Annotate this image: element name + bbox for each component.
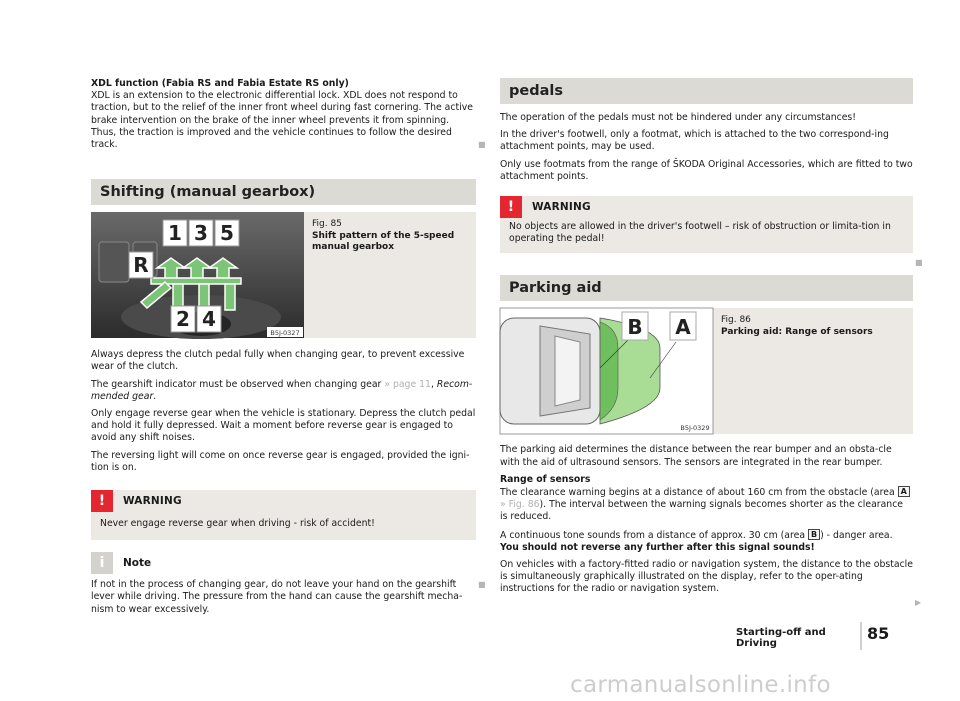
section-title-shifting: Shifting (manual gearbox) — [91, 179, 476, 205]
parking-aid-image — [500, 308, 713, 434]
warning-icon: ! — [500, 196, 522, 218]
shift-para-2-text: The gearshift indicator must be observed when changing gear — [91, 378, 385, 390]
shift-para-2-sep: , — [430, 378, 437, 390]
fig-label-a: A — [675, 315, 691, 340]
pedals-para-3: Only use footmats from the range of ŠKODA Original Accessories, which are fitted to two attachment points. — [500, 158, 913, 182]
pedals-para-2: In the driver's footwell, only a footmat, which is attached to the two correspond-ing attachment points, may be used. — [500, 129, 889, 153]
gear-label-2: 2 — [176, 307, 190, 332]
gear-label-4: 4 — [202, 307, 216, 332]
shift-para-2-end: . — [153, 390, 157, 402]
warning-title: WARNING — [123, 495, 182, 508]
warning-icon: ! — [91, 490, 113, 512]
watermark: carmanualsonline.info — [570, 672, 831, 698]
tone-para — [500, 529, 913, 554]
parking-aid-illustration — [500, 308, 713, 434]
gearshift-illustration — [91, 212, 304, 338]
gearshift-image — [91, 212, 304, 338]
warning-text: No objects are allowed in the driver's footwell – risk of obstruction or limita-tion in operating the pedal! — [509, 221, 891, 245]
note-text: If not in the process of changing gear, do not leave your hand on the gearshift lever while driving. The pressure from the hand can cause the gearshift mecha-nism to wear excessively. — [91, 579, 463, 615]
figure-85 — [91, 212, 476, 338]
gear-label-1: 1 — [168, 221, 182, 246]
page-link-11[interactable]: » page 11 — [384, 378, 431, 390]
shift-para-2-em: Recom-mended gear — [91, 378, 473, 402]
figure-85-caption — [304, 212, 476, 338]
range-para — [500, 486, 913, 524]
fig-caption-86: Parking aid: Range of sensors — [721, 326, 873, 337]
fig-86-link[interactable]: » Fig. 86 — [500, 499, 540, 511]
warning-header — [500, 196, 913, 218]
area-a-badge: A — [898, 486, 910, 497]
warning-text: Never engage reverse gear when driving - risk of accident! — [100, 518, 375, 530]
gear-label-5: 5 — [220, 221, 234, 246]
note-header — [91, 552, 476, 574]
footer-section-title: Starting-off and Driving — [736, 627, 826, 649]
parking-para-last: On vehicles with a factory-fitted radio or navigation system, the distance to the obstacle is simultaneously graphically illustrated on the display, refer to the oper-ating instructions for the radio or navigation system. — [500, 559, 913, 595]
fig-number-86: Fig. 86 — [721, 315, 751, 326]
shift-para-4: The reversing light will come on once reverse gear is engaged, provided the igni-tion is on. — [91, 449, 470, 473]
footer-divider — [860, 622, 862, 650]
tone-text-a: A continuous tone sounds from a distance of approx. 30 cm (area — [500, 529, 808, 541]
pedals-para-1: The operation of the pedals must not be hindered under any circumstances! — [500, 112, 856, 123]
figure-86 — [500, 308, 913, 434]
figure-86-caption — [713, 308, 881, 434]
page-number: 85 — [867, 624, 890, 643]
section-title-pedals: pedals — [500, 78, 913, 104]
warning-title: WARNING — [532, 201, 591, 214]
fig-code-86: B5J-0329 — [680, 424, 710, 433]
warning-box-reverse — [91, 490, 476, 540]
shift-para-3: Only engage reverse gear when the vehicle is stationary. Depress the clutch pedal and hold it fully depressed. Wait a moment before reverse gear is engaged to avoid any shift noises. — [91, 408, 476, 444]
tone-text-bold: You should not reverse any further after this signal sounds! — [500, 541, 815, 553]
range-text-a: The clearance warning begins at a distance of about 160 cm from the obstacle (area — [500, 487, 898, 499]
area-b-badge: B — [808, 529, 820, 540]
shift-para-1: Always depress the clutch pedal fully when changing gear, to prevent excessive wear of the clutch. — [91, 349, 465, 373]
gear-label-3: 3 — [194, 221, 208, 246]
end-mark-icon: ■ — [478, 140, 486, 149]
parking-para-1: The parking aid determines the distance between the rear bumper and an obsta-cle with the aid of ultrasound sensors. The sensors are integrated in the rear bumper. — [500, 444, 892, 468]
range-text-b: ). The interval between the warning signals becomes shorter as the clearance is reduced. — [500, 499, 904, 523]
continue-arrow-icon: ▶ — [915, 598, 922, 607]
left-column — [91, 78, 476, 616]
note-box — [91, 552, 476, 616]
right-column — [500, 78, 913, 601]
end-mark-icon: ■ — [915, 258, 923, 267]
tone-text-b: ) - danger area. — [820, 529, 893, 541]
note-title: Note — [123, 557, 152, 570]
xdl-title: XDL function (Fabia RS and Fabia Estate RS only) — [91, 78, 349, 89]
info-icon: i — [91, 552, 113, 574]
section-title-parking: Parking aid — [500, 275, 913, 301]
fig-label-b: B — [627, 315, 643, 340]
fig-code-85: B5J-0327 — [270, 329, 300, 338]
gear-label-r: R — [133, 253, 149, 278]
end-mark-icon: ■ — [478, 580, 486, 589]
range-title: Range of sensors — [500, 473, 591, 485]
warning-box-pedals — [500, 196, 913, 253]
xdl-text: XDL is an extension to the electronic differential lock. XDL does not respond to traction, but to the relief of the inner front wheel during fast cornering. The active brake intervention on the brake of the inner wheel prevents it from spinning. Thus, the traction is improved and the vehicle continues to follow the desired track. — [91, 90, 473, 151]
fig-number-85: Fig. 85 — [312, 219, 342, 230]
warning-header — [91, 490, 476, 512]
fig-caption-85: Shift pattern of the 5-speed manual gearbox — [312, 230, 455, 253]
shift-para-2 — [91, 379, 476, 403]
